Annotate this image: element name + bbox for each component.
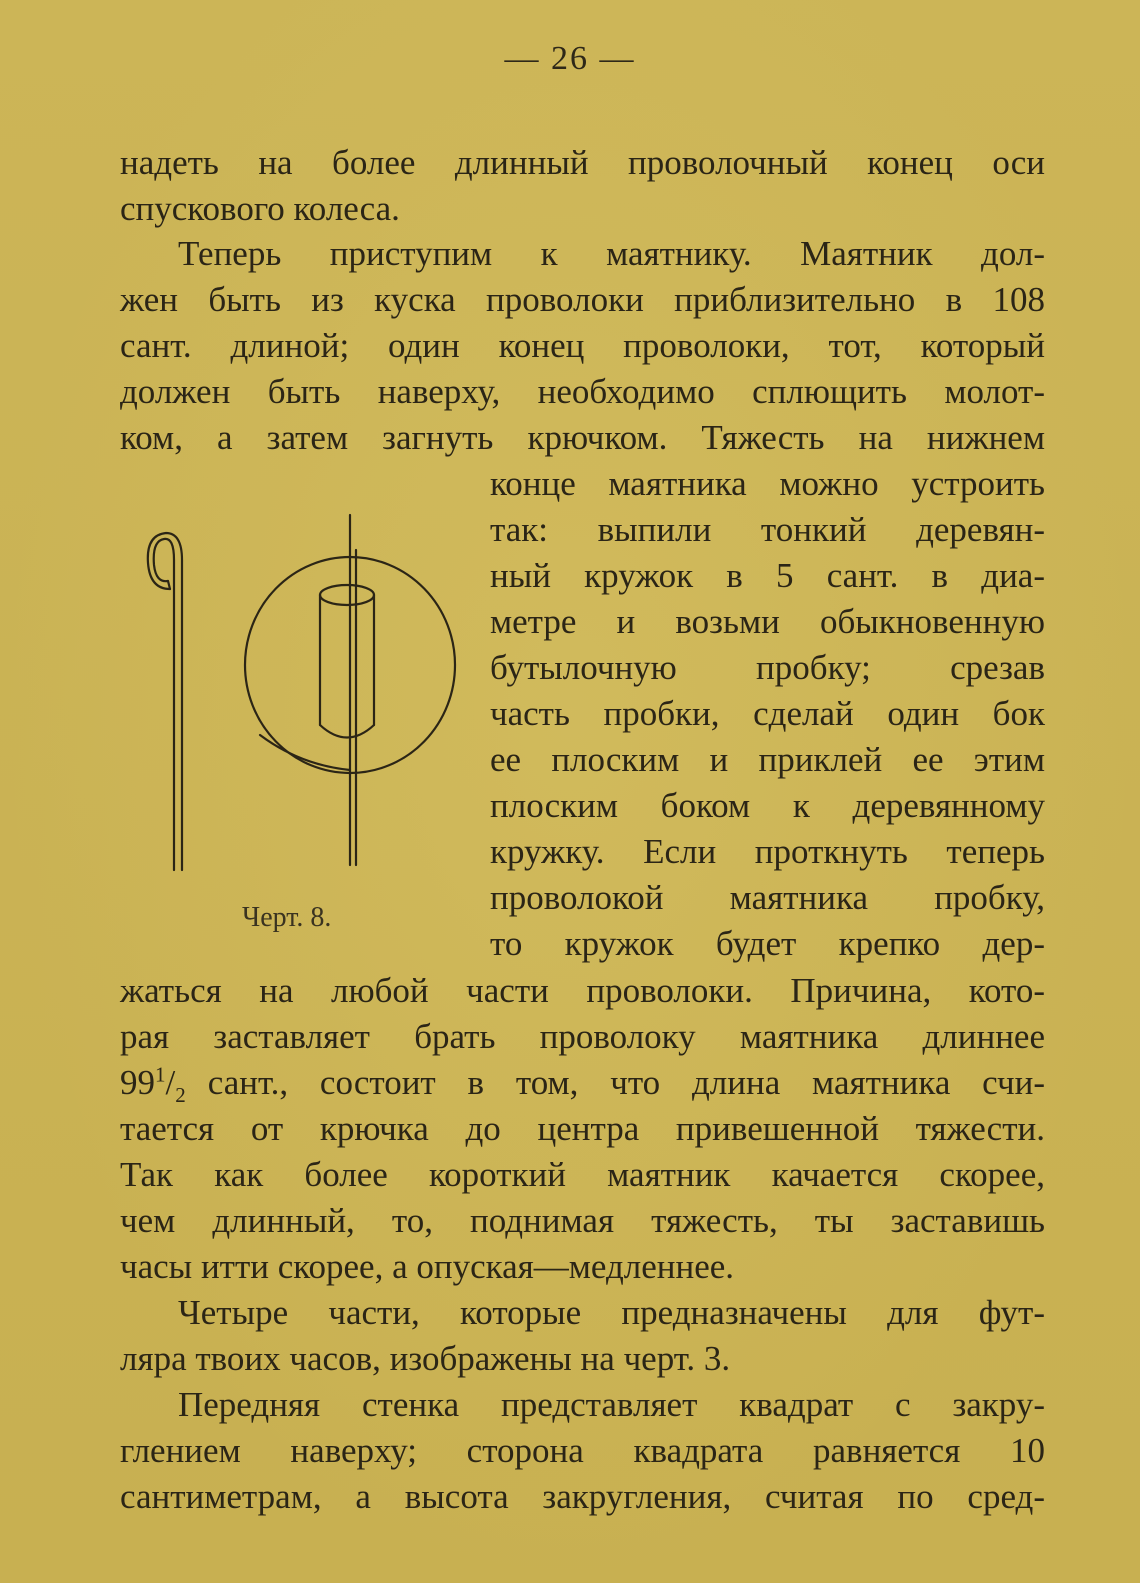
text-line: тается от крючка до центра привешенной тяжести. xyxy=(120,1109,1045,1148)
fraction-numerator: 1 xyxy=(155,1062,166,1087)
text-line: ее плоским и приклей ее этим xyxy=(490,740,1045,779)
cork-top xyxy=(320,585,374,605)
text-line: проволокой маятника пробку, xyxy=(490,878,1045,917)
text-line: так: выпили тонкий деревян- xyxy=(490,510,1045,549)
text-line-rest: сант., состоит в том, что длина маятника счи- xyxy=(207,1063,1045,1102)
text-line: сантиметрам, а высота закругления, считая по сред- xyxy=(120,1477,1045,1516)
text-line: ком, а затем загнуть крючком. Тяжесть на нижнем xyxy=(120,418,1045,457)
text-line: кружку. Если проткнуть теперь xyxy=(490,832,1045,871)
text-line: рая заставляет брать проволоку маятника длиннее xyxy=(120,1017,1045,1056)
text-line: жен быть из куска проволоки приблизительно в 108 xyxy=(120,280,1045,319)
text-line: спускового колеса. xyxy=(120,189,400,228)
pendulum-drawing xyxy=(140,505,475,885)
text-line: плоским боком к деревянному xyxy=(490,786,1045,825)
text-line: жаться на любой части проволоки. Причина, кото- xyxy=(120,971,1045,1010)
fraction xyxy=(120,1060,186,1106)
figure-caption: Черт. 8. xyxy=(242,902,332,933)
text-line: надеть на более длинный проволочный конец оси xyxy=(120,143,1045,182)
text-line: то кружок будет крепко дер- xyxy=(490,924,1045,963)
cork-bottom xyxy=(320,725,374,738)
page-number: — 26 — xyxy=(504,40,636,77)
text-line: Передняя стенка представляет квадрат с закру- xyxy=(178,1385,1045,1424)
text-line-with-fraction xyxy=(120,1060,1045,1106)
text-line: чем длинный, то, поднимая тяжесть, ты заставишь xyxy=(120,1201,1045,1240)
text-line: глением наверху; сторона квадрата равняется 10 xyxy=(120,1431,1045,1470)
text-line: Четыре части, которые предназначены для фут- xyxy=(178,1293,1045,1332)
text-line: ляра твоих часов, изображены на черт. 3. xyxy=(120,1339,731,1378)
text-line: должен быть наверху, необходимо сплющить молот- xyxy=(120,372,1045,411)
text-line: метре и возьми обыкновенную xyxy=(490,602,1045,641)
text-line: сант. длиной; один конец проволоки, тот, который xyxy=(120,326,1045,365)
pendulum-figure xyxy=(140,505,475,885)
text-line: часы итти скорее, а опуская—медленнее. xyxy=(120,1247,735,1286)
text-line: ный кружок в 5 сант. в диа- xyxy=(490,556,1045,595)
fraction-slash: / xyxy=(165,1063,176,1102)
text-line: бутылочную пробку; срезав xyxy=(490,648,1045,687)
text-line: часть пробки, сделай один бок xyxy=(490,694,1045,733)
fraction-whole: 99 xyxy=(120,1063,155,1102)
text-line: Так как более короткий маятник качается скорее, xyxy=(120,1155,1045,1194)
fraction-denominator: 2 xyxy=(175,1083,186,1107)
text-line: конце маятника можно устроить xyxy=(490,464,1045,503)
text-line: Теперь приступим к маятнику. Маятник дол- xyxy=(178,234,1045,273)
